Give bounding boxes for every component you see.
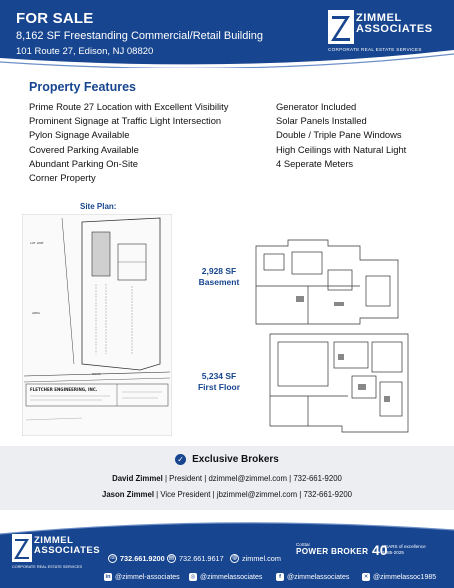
check-circle-icon: ✓ <box>175 454 186 465</box>
footer-fax[interactable]: ▤ 732.661.9617 <box>168 554 224 563</box>
footer-logo <box>12 534 108 572</box>
broker-name: Jason Zimmel <box>101 490 154 499</box>
facebook-icon: f <box>276 573 284 581</box>
power-broker-badge: CoStar POWER BROKER <box>296 542 369 556</box>
floor-plan-drawing <box>248 236 410 438</box>
site-plan-engineer: FLETCHER ENGINEERING, INC. <box>30 387 98 392</box>
instagram-icon: ◎ <box>190 574 196 580</box>
feature-item: Pylon Signage Available <box>29 129 130 141</box>
zimmel-logo-icon <box>12 534 32 562</box>
features-list-right <box>276 100 446 171</box>
listing-address: 101 Route 27, Edison, NJ 08820 <box>16 46 154 57</box>
broker-details: | President | dzimmel@zimmel.com | 732-661-9200 <box>162 474 342 483</box>
feature-item: 4 Seperate Meters <box>276 157 354 169</box>
footer-logo-tagline: CORPORATE REAL ESTATE SERVICES <box>12 565 83 569</box>
globe-icon: ◍ <box>231 555 238 561</box>
fax-icon: ▤ <box>168 555 175 561</box>
listing-type: FOR SALE <box>16 10 94 27</box>
broker-name: David Zimmel <box>112 474 163 483</box>
social-instagram[interactable]: ◎ @zimmelassociates <box>190 573 263 581</box>
feature-item: Covered Parking Available <box>29 143 139 155</box>
phone-icon: ☏ <box>109 555 117 561</box>
site-plan-label: Site Plan: <box>80 202 117 211</box>
basement-area-label <box>189 266 249 288</box>
feature-item: High Ceilings with Natural Light <box>276 143 407 155</box>
footer-website[interactable]: ◍ zimmel.com <box>231 554 281 563</box>
logo-name: ZIMMEL ASSOCIATES <box>356 12 433 35</box>
feature-item: Abundant Parking On-Site <box>29 157 138 169</box>
brokers-heading: ✓ Exclusive Brokers <box>0 454 454 465</box>
broker-jason <box>0 490 454 499</box>
first-floor-area-label <box>189 371 249 393</box>
first-floor-sf: 5,234 SF <box>201 371 237 381</box>
linkedin-icon: in <box>105 574 111 580</box>
social-twitter[interactable]: ✕ @zimmelassoc1985 <box>363 573 437 581</box>
years-badge: 40 YEARS of excellence 1985-2025 <box>372 542 426 558</box>
social-facebook[interactable]: f @zimmelassociates <box>276 573 349 581</box>
feature-item: Prominent Signage at Traffic Light Intersection <box>29 115 222 127</box>
svg-text:LOT LINE: LOT LINE <box>30 241 44 245</box>
svg-text:ROAD: ROAD <box>92 372 101 376</box>
feature-item: Generator Included <box>276 101 357 112</box>
site-plan-drawing <box>22 214 172 436</box>
twitter-icon: ✕ <box>363 574 369 580</box>
first-floor-label: First Floor <box>197 382 241 392</box>
logo-tagline: CORPORATE REAL ESTATE SERVICES <box>328 47 422 52</box>
social-linkedin[interactable]: in @zimmel-associates <box>105 573 180 581</box>
broker-details: | Vice President | jbzimmel@zimmel.com | 732-661-9200 <box>153 490 353 499</box>
feature-item: Solar Panels Installed <box>276 115 367 127</box>
features-title: Property Features <box>29 80 136 94</box>
basement-sf: 2,928 SF <box>201 266 237 276</box>
header-banner <box>0 0 454 68</box>
feature-item: Corner Property <box>29 172 96 184</box>
company-logo <box>328 10 446 54</box>
header-text <box>16 10 263 57</box>
zimmel-logo-icon <box>328 10 354 44</box>
feature-item: Prime Route 27 Location with Excellent Visibility <box>29 101 229 112</box>
basement-label: Basement <box>198 277 240 287</box>
feature-item: Double / Triple Pane Windows <box>276 129 402 141</box>
footer-logo-name: ZIMMEL ASSOCIATES <box>34 535 101 556</box>
footer-banner <box>0 512 454 588</box>
features-list-left <box>29 100 269 185</box>
footer-phone[interactable]: ☏ 732.661.9200 <box>109 554 165 563</box>
svg-text:AREA: AREA <box>32 311 41 315</box>
broker-david <box>0 474 454 483</box>
brokers-section <box>0 446 454 510</box>
listing-subtitle: 8,162 SF Freestanding Commercial/Retail Building <box>16 30 264 42</box>
